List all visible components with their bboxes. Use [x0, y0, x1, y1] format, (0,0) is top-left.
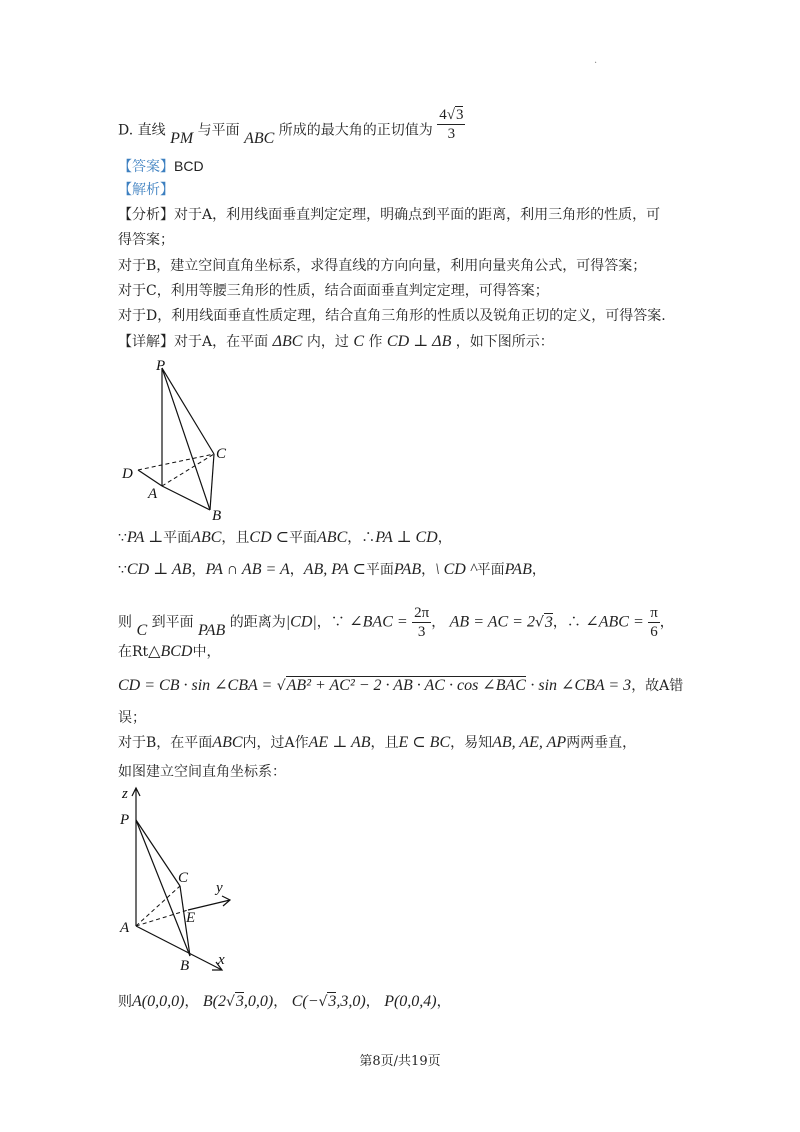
eq1-plane: 平面 [163, 530, 192, 546]
analysis-line-4: 对于C，利用等腰三角形的性质，结合面面垂直判定定理，可得答案； [118, 283, 549, 299]
eq1-abc: ABC [191, 529, 222, 546]
eq3-frac-1: $\frac{2\pi}{3}$ [414, 605, 430, 640]
eq3-ab-ac: AB = AC = 2 [449, 613, 535, 631]
edge-ac [136, 886, 180, 926]
eq6-t5: 两两垂直， [566, 735, 637, 751]
jiexi-tag: 【解析】 [118, 182, 174, 198]
eq2-plane: 平面 [365, 562, 394, 578]
eq6-abc: ABC [212, 734, 243, 751]
eq2-end: ， [531, 562, 546, 578]
eq6-esub: E ⊂ BC [398, 734, 451, 751]
label-e: E [186, 910, 196, 926]
label-p: P [120, 812, 130, 828]
axis-x [136, 926, 222, 970]
eq8-a: A(0,0,0) [132, 993, 185, 1010]
detail-text-3: 作 [368, 334, 383, 350]
option-d-fraction: $\frac{4√3}{3}$ [439, 107, 464, 142]
analysis-line-5: 对于D，利用线面垂直性质定理，结合直角三角形的性质以及锐角正切的定义，可得答案. [118, 308, 666, 324]
eq4-tri: △BCD [148, 643, 193, 660]
option-d-mid: 与平面 [197, 122, 240, 139]
eq6-t3: ，且 [370, 735, 399, 751]
eq8-ze: 则 [118, 994, 132, 1010]
eq-7: 如图建立空间直角坐标系： [118, 764, 286, 780]
eq-4 [118, 642, 220, 662]
eq1-end: ， [437, 530, 452, 546]
eq8-b-pre: B(2 [202, 993, 226, 1010]
label-y: y [216, 880, 223, 896]
eq8-b-post: ,0,0) [243, 993, 274, 1010]
eq2-t2: PA ∩ AB = A [205, 561, 290, 578]
eq-6 [118, 733, 636, 753]
page-footer: 第8页/共19页 [359, 1054, 441, 1069]
eq3-angle-bac: ∠BAC = [349, 613, 408, 631]
eq2-pab-2: PAB [504, 561, 532, 578]
option-d-prefix: D. 直线 [118, 122, 166, 139]
eq8-c-post: ,3,0) [336, 993, 366, 1010]
eq3-sqrt3: 3 [544, 613, 553, 631]
eq-5: CD = CB · sin ∠CBA = √AB² + AC² − 2 · AB · AC · cos ∠BAC · sin ∠CBA = 3，故A错 [118, 677, 684, 694]
eq5-lhs: CD = CB · sin ∠CBA = [118, 677, 273, 694]
label-x: x [218, 952, 225, 968]
detail-abc: ΔBC [272, 333, 303, 350]
detail-text-2: 内，过 [306, 334, 349, 350]
label-c: C [216, 446, 227, 462]
eq2-t3: AB, PA ⊂ [303, 561, 366, 578]
eq5-tail: ，故A错 [631, 678, 684, 694]
figure-2 [118, 784, 248, 976]
label-z: z [122, 786, 128, 802]
eq2-because: ∵ [118, 562, 127, 578]
option-d [118, 107, 465, 149]
eq6-ae: AE ⊥ AB [308, 734, 371, 751]
eq6-t1: 对于B，在平面 [118, 735, 213, 751]
option-d-suffix: 所成的最大角的正切值为 [278, 122, 433, 139]
eq-1 [118, 528, 452, 548]
analysis-line-3: 对于B，建立空间直角坐标系，求得直线的方向向量，利用向量夹角公式，可得答案； [118, 258, 647, 274]
eq3-end: ， [659, 614, 674, 631]
option-d-pm: PM [170, 129, 194, 147]
analysis-line-2: 得答案； [118, 232, 174, 248]
edge-pb [162, 368, 210, 510]
eq1-because: ∵ [118, 530, 127, 546]
eq3-because: ，∵ [316, 614, 345, 631]
eq1-and: ，且 [221, 530, 250, 546]
eq3-dist: 的距离为 [229, 614, 286, 631]
eq8-b-rad: 3 [235, 993, 244, 1010]
eq4-post: 中， [192, 644, 221, 660]
answer-line [118, 156, 204, 177]
eq3-to-plane: 到平面 [151, 614, 194, 631]
eq1-pa-perp: PA ⊥ [126, 529, 164, 546]
detail-tag: 【详解】 [118, 334, 174, 350]
edge-pc [162, 368, 214, 454]
eq2-plane-2: 平面 [476, 562, 505, 578]
label-d: D [122, 466, 133, 482]
eq2-t4: \ CD ^ [435, 561, 477, 578]
eq3-c: C [136, 621, 148, 639]
eq3-ze: 则 [118, 614, 132, 631]
eq6-t2: 内，过A作 [242, 735, 309, 751]
eq1-therefore: ，∴ [347, 530, 376, 546]
label-b: B [180, 958, 190, 974]
eq6-t4: ，易知 [450, 735, 493, 751]
edge-ae [136, 910, 188, 926]
eq1-cd-sub: CD ⊂ [249, 529, 290, 546]
eq1-conclusion: PA ⊥ CD [375, 529, 438, 546]
eq1-abc-2: ABC [317, 529, 348, 546]
edge-dc [138, 454, 214, 470]
eq3-cd-abs: |CD| [285, 613, 317, 631]
eq-2: ∵CD ⊥ AB，PA ∩ AB = A，AB, PA ⊂平面PAB，\ CD ^平面PAB， [118, 561, 546, 578]
answer-tag: 【答案】 [118, 159, 174, 175]
figure-1 [118, 358, 248, 523]
edge-cb [210, 454, 214, 510]
eq8-c-rad: 3 [328, 993, 337, 1010]
answer-value: BCD [174, 158, 204, 174]
option-d-abc: ABC [244, 129, 275, 147]
eq3-pab: PAB [198, 621, 226, 639]
eq3-angle-abc: ∠ABC = [585, 613, 644, 631]
header-mark: . [594, 55, 598, 66]
edge-da [138, 470, 162, 486]
eq-5b: 误； [118, 710, 146, 726]
eq8-c-pre: C(− [291, 993, 319, 1010]
eq3-therefore: ，∴ [552, 614, 581, 631]
eq8-end: ， [436, 994, 451, 1010]
label-c: C [178, 870, 189, 886]
detail-line [118, 332, 554, 352]
eq1-plane-2: 平面 [289, 530, 318, 546]
eq2-pab: PAB [393, 561, 422, 578]
edge-pb [136, 820, 190, 956]
eq3-frac-2: $\frac{\pi}{6}$ [650, 605, 658, 640]
jiexi-line [118, 180, 174, 200]
detail-text-4: ，如下图所示： [455, 334, 554, 350]
label-a: A [148, 486, 158, 502]
eq-8: 则A(0,0,0)， B(2√3,0,0)， C(−√3,3,0)， P(0,0,4)， [118, 993, 451, 1010]
eq5-radicand: AB² + AC² − 2 · AB · AC · cos ∠BAC [286, 677, 526, 694]
detail-c: C [353, 333, 364, 350]
eq4-pre: 在Rt [118, 644, 149, 660]
analysis-line-1: 【分析】对于A，利用线面垂直判定定理，明确点到平面的距离，利用三角形的性质，可 [118, 207, 661, 223]
eq8-p: P(0,0,4) [384, 993, 437, 1010]
detail-text-1: 对于A，在平面 [174, 334, 269, 350]
eq2-t1: CD ⊥ AB [126, 561, 192, 578]
eq5-rhs: · sin ∠CBA = 3 [530, 677, 632, 694]
label-b: B [212, 508, 222, 523]
label-a: A [120, 920, 130, 936]
label-p: P [156, 358, 166, 374]
eq-3: 则 C 到平面 PAB 的距离为|CD|，∵ ∠BAC = $\frac{2\pi}{3}$ ， AB = AC = 2√3，∴ ∠ABC = $\frac{\pi}{6}$ ， [118, 605, 674, 640]
detail-cd-perp-ab: CD ⊥ ΔB [386, 333, 452, 350]
edge-ac [162, 454, 214, 486]
eq6-aeap: AB, AE, AP [492, 734, 567, 751]
